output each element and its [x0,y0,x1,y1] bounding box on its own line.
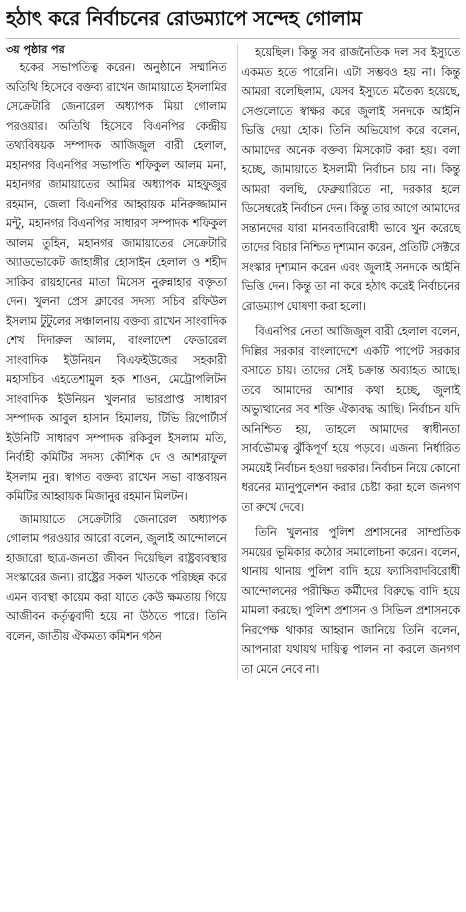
continued-from-label: ৩য় পৃষ্ঠার পর [6,43,65,56]
headline: হঠাৎ করে নির্বাচনের রোডম্যাপে সন্দেহ গোলাম [6,4,460,39]
paragraph: হকের সভাপতিত্ব করেন। অনুষ্ঠানে সম্মানিত অতিথি হিসেবে বক্তব্য রাখেন জামায়াতে ইসলামির সেক্রেটারি জেনারেল অধ্যাপক মিয়া গোলাম পরওয়ার। অতিথি হিসেবে বিএনপির কেন্দ্রীয় তথ্যবিষয়ক সম্পাদক আজিজুল বারী হেলাল, মহানগর বিএনপির সভাপতি শফিকুল আলম মনা, মহানগর জামায়াতের আমির অধ্যাপক মাহফুজুর রহমান, জেলা বিএনপির আহ্বায়ক মনিরুজ্জামান মন্টু, মহানগর বিএনপির সাধারণ সম্পাদক শফিকুল আলম তুহিন, মহানগর জামায়াতের সেক্রেটারি অ্যাডভোকেট জাহাঙ্গীর হোসাইন হেলাল ও শহীদ সাকিব রায়হানের মাতা মিসেস নুরুন্নাহার বক্তৃতা দেন। খুলনা প্রেস ক্লাবের সদস্য সচিব রফিউল ইসলাম টুটুলের সঞ্চালনায় বক্তব্য রাখেন সাংবাদিক শেখ দিদারুল আলম, বাংলাদেশ ফেডারেল সাংবাদিক ইউনিয়ন বিএফইউজের সহকারী মহাসচিব এহতেশামুল হক শাওন, মেট্রোপলিটন সাংবাদিক ইউনিয়ন খুলনার ভারপ্রাপ্ত সাধারণ সম্পাদক আবুল হাসান হিমালয়, টিভি রিপোর্টার্স ইউনিটি সাধারণ সম্পাদক রকিবুল ইসলাম মতি, নির্বাহী কমিটির সদস্য কৌশিক দে ও আশরাফুল ইসলাম নুর। স্বাগত বক্তব্য রাখেন সভা বাস্তবায়ন কমিটির আহ্বায়ক মিজানুর রহমান মিলটন। [6,60,227,503]
article-columns [6,43,460,679]
paragraph: হয়েছিল। কিন্তু সব রাজনৈতিক দল সব ইস্যুতে একমত হতে পারেনি। এটা সম্ভবও হয় না। কিন্তু আমরা বলেছিলাম, যেসব ইস্যুতে মতৈক্য হয়েছে, সেগুলোতে স্বাক্ষর করে জুলাই সনদকে আইনি ভিত্তি দেয়া হোক। তিনি অভিযোগ করে বলেন, আমাদের অনেক বক্তব্য মিসকোট করা হয়। বলা হচ্ছে, জামায়াতে ইসলামী নির্বাচন চায় না। কিন্তু আমরা বলছি, ফেব্রুয়ারিতে না, দরকার হলে ডিসেম্বরেই নির্বাচন দেন। কিন্তু তার আগে আমাদের সন্তানদের যারা মানবতাবিরোধী ভাবে খুন করেছে তাদের বিচার নিশ্চিত দৃশ্যমান করেন, প্রতিটি সেক্টরে সংস্কার দৃশ্যমান করেন এবং জুলাই সনদকে আইনি ভিত্তি দেন। কিন্তু তা না করে হঠাৎ করেই নির্বাচনের রোডম্যাপ ঘোষণা করা হলো। [241,45,460,313]
left-column [6,43,227,679]
paragraph: জামায়াতে সেক্রেটারি জেনারেল অধ্যাপক গোলাম পরওয়ার আরো বলেন, জুলাই আন্দোলনে হাজারো ছাত্র-জনতা জীবন দিয়েছিল রাষ্ট্রব্যবস্থার সংস্কারের জন্য। রাষ্ট্রের সকল খাতকে পরিচ্ছন্ন করে এমন ব্যবস্থা কায়েম করা যাতে কেউ ক্ষমতায় গিয়ে আজীবন কর্তৃত্ববাদী হয়ে না উঠতে পারে। তিনি বলেন, জাতীয় ঐকমত্য কমিশন গঠন [6,511,227,643]
paragraph: তিনি খুলনার পুলিশ প্রশাসনের সাম্প্রতিক সময়ের ভূমিকার কঠোর সমালোচনা করেন। বলেন, থানায় থানায় পুলিশ বাদি হয়ে ফ্যাসিবাদবিরোধী আন্দোলনের পরীক্ষিত কর্মীদের বিরুদ্ধে বাদি হয়ে মামলা করছে। পুলিশ প্রশাসন ও সিভিল প্রশাসনকে নিরপেক্ষ থাকার আহ্বান জানিয়ে তিনি বলেন, আপনারা যথাযথ দায়িত্ব পালন না করলে জনগণ তা মেনে নেবে না। [241,525,460,676]
right-column [237,43,461,679]
paragraph: বিএনপির নেতা আজিজুল বারী হেলাল বলেন, দিল্লির সরকার বাংলাদেশে একটি পাপেট সরকার বসাতে চায়। তাদের সেই চক্রান্ত অব্যাহত আছে। তবে আমাদের আশার কথা হচ্ছে, জুলাই অভ্যুত্থানের সব শক্তি ঐক্যবদ্ধ আছি। নির্বাচন যদি অনিশ্চিত হয়, তাহলে আমাদের স্বাধীনতা সার্বভৌমত্ব ঝুঁকিপূর্ণ হয়ে পড়বে। এজন্য নির্ধারিত সময়েই নির্বাচন হওয়া দরকার। নির্বাচন নিয়ে কোনো ধরনের ম্যানুপুলেশন করার চেষ্টা করা হলে জনগণ তা রুখে দেবে। [241,324,460,514]
